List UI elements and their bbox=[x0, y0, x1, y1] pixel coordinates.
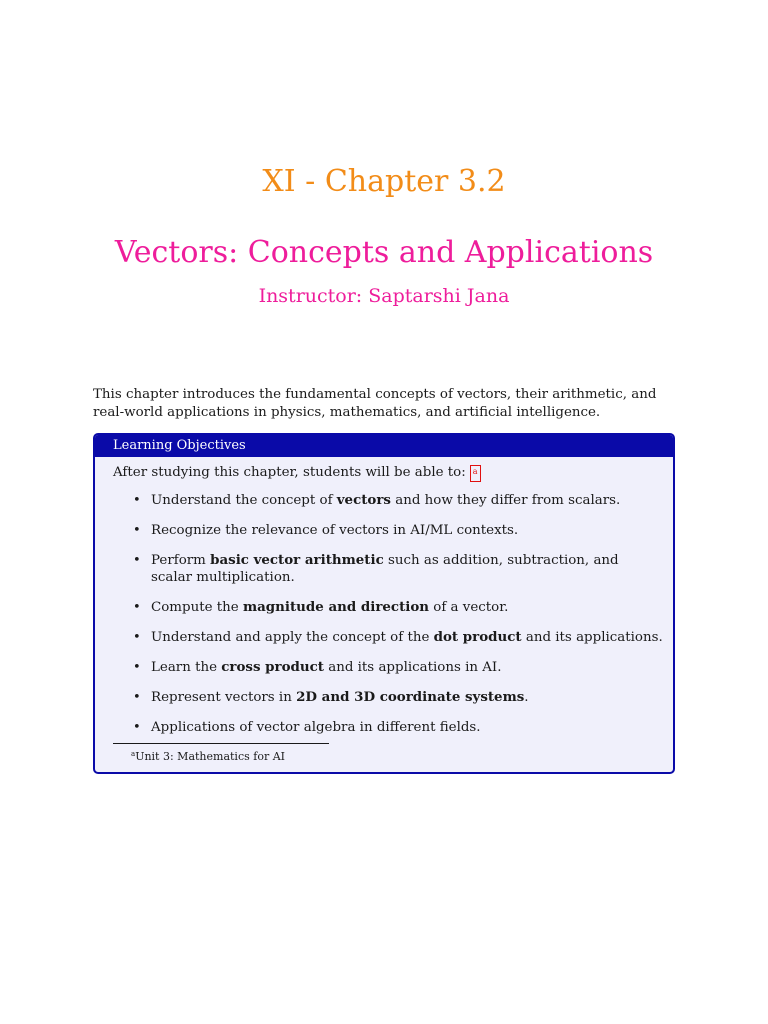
bullet-icon: • bbox=[133, 553, 141, 568]
bullet-icon: • bbox=[133, 600, 141, 615]
bullet-icon: • bbox=[133, 660, 141, 675]
footnote-marker: a bbox=[131, 750, 136, 758]
footnote bbox=[131, 747, 285, 764]
list-item-text: Understand and apply the concept of the dot product and its applications. bbox=[151, 629, 663, 645]
list-item bbox=[133, 689, 663, 706]
list-item bbox=[133, 492, 663, 509]
list-item-text: Perform basic vector arithmetic such as addition, subtraction, and scalar multiplication. bbox=[151, 552, 619, 585]
chapter-title: XI - Chapter 3.2 bbox=[262, 164, 506, 199]
list-item-text: Compute the magnitude and direction of a vector. bbox=[151, 599, 509, 615]
list-item bbox=[133, 522, 663, 539]
list-item-text: Understand the concept of vectors and how they differ from scalars. bbox=[151, 492, 621, 508]
footnote-link[interactable]: a bbox=[470, 465, 481, 482]
objectives-lead-text: After studying this chapter, students will be able to: bbox=[113, 465, 466, 480]
list-item bbox=[133, 659, 663, 676]
objectives-lead bbox=[113, 464, 481, 482]
list-item-text: Recognize the relevance of vectors in AI/ML contexts. bbox=[151, 523, 519, 538]
bullet-icon: • bbox=[133, 720, 141, 735]
list-item-text: Represent vectors in 2D and 3D coordinate systems. bbox=[151, 689, 529, 705]
bullet-icon: • bbox=[133, 630, 141, 645]
learning-objectives-box bbox=[93, 433, 675, 774]
intro-paragraph: This chapter introduces the fundamental concepts of vectors, their arithmetic, and real-world applications in physics, mathematics, and artificial intelligence. bbox=[93, 387, 657, 420]
document-title: Vectors: Concepts and Applications bbox=[114, 235, 654, 270]
list-item bbox=[133, 552, 663, 586]
footnote-rule bbox=[113, 743, 329, 744]
list-item-text: Applications of vector algebra in different fields. bbox=[151, 720, 481, 735]
list-item-text: Learn the cross product and its applications in AI. bbox=[151, 659, 502, 675]
bullet-icon: • bbox=[133, 523, 141, 538]
footnote-text: Unit 3: Mathematics for AI bbox=[135, 750, 285, 763]
bullet-icon: • bbox=[133, 493, 141, 508]
bullet-icon: • bbox=[133, 690, 141, 705]
learning-objectives-header: Learning Objectives bbox=[95, 435, 673, 457]
list-item bbox=[133, 719, 663, 736]
list-item bbox=[133, 599, 663, 616]
instructor-line: Instructor: Saptarshi Jana bbox=[258, 285, 510, 307]
list-item bbox=[133, 629, 663, 646]
